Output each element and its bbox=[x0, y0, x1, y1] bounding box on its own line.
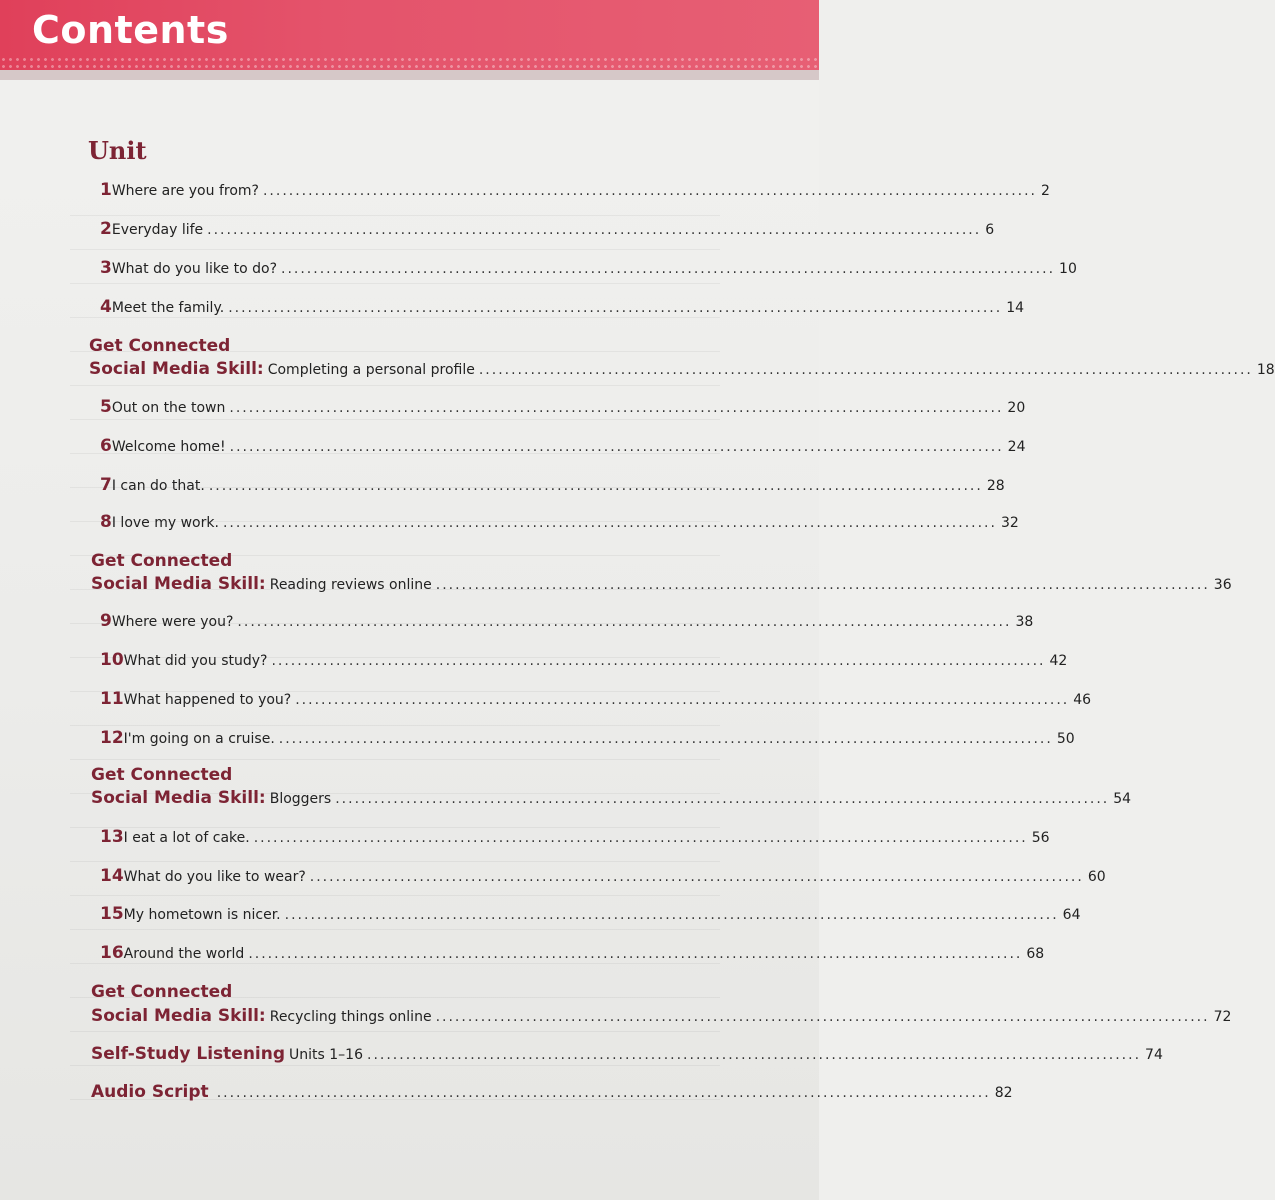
unit-title: Where are you from? bbox=[111, 183, 259, 199]
self-study-listening-label: Self-Study Listening bbox=[91, 1044, 286, 1064]
toc-entry-unit-2[interactable] bbox=[100, 219, 995, 243]
page-title: Contents bbox=[32, 8, 229, 52]
toc-entry-unit-11[interactable] bbox=[100, 689, 1092, 713]
contents-header-banner bbox=[0, 0, 819, 80]
unit-number: 9 bbox=[100, 611, 112, 631]
page-number: 68 bbox=[1026, 946, 1045, 962]
unit-title: What do you like to do? bbox=[111, 261, 277, 277]
unit-title: What happened to you? bbox=[123, 692, 292, 708]
unit-title: Out on the town bbox=[111, 400, 226, 416]
page-number: 14 bbox=[1006, 300, 1025, 316]
page-number: 6 bbox=[985, 222, 995, 238]
dot-leader: ........................................................................................................................ bbox=[237, 614, 1012, 630]
toc-entry-unit-4[interactable] bbox=[100, 297, 1025, 321]
page-number: 54 bbox=[1113, 791, 1132, 807]
toc-entry-unit-16[interactable] bbox=[100, 943, 1045, 967]
unit-number: 14 bbox=[100, 866, 124, 886]
dot-leader: ........................................................................................................................ bbox=[222, 515, 997, 531]
unit-number: 10 bbox=[100, 650, 124, 670]
toc-entry-social-media-skill-1[interactable] bbox=[89, 359, 1275, 383]
toc-entry-unit-10[interactable] bbox=[100, 650, 1068, 674]
page-number: 42 bbox=[1049, 653, 1068, 669]
toc-entry-unit-12[interactable] bbox=[100, 728, 1075, 752]
unit-number: 6 bbox=[100, 436, 112, 456]
page-number: 74 bbox=[1145, 1047, 1163, 1063]
toc-entry-social-media-skill-3[interactable] bbox=[91, 788, 1132, 812]
toc-entry-unit-7[interactable] bbox=[100, 475, 1005, 499]
page-number: 10 bbox=[1059, 261, 1077, 277]
page-number: 18 bbox=[1256, 362, 1275, 378]
section-title: Reading reviews online bbox=[269, 577, 432, 593]
toc-entry-audio-script[interactable] bbox=[91, 1082, 1013, 1106]
dot-leader: ........................................................................................................................ bbox=[262, 183, 1037, 199]
get-connected-heading: Get Connected bbox=[91, 551, 233, 571]
unit-title: Everyday life bbox=[111, 222, 204, 238]
unit-number: 5 bbox=[100, 397, 112, 417]
unit-title: My hometown is nicer. bbox=[123, 907, 281, 923]
dot-leader: ........................................................................................................................ bbox=[435, 577, 1210, 593]
social-media-skill-label: Social Media Skill: bbox=[91, 788, 266, 808]
header-dot-pattern bbox=[0, 56, 819, 72]
unit-number: 1 bbox=[100, 180, 112, 200]
toc-entry-unit-13[interactable] bbox=[100, 827, 1050, 851]
get-connected-heading: Get Connected bbox=[91, 982, 233, 1002]
get-connected-heading: Get Connected bbox=[91, 765, 233, 785]
section-title: Recycling things online bbox=[269, 1009, 432, 1025]
unit-title: Meet the family. bbox=[111, 300, 225, 316]
unit-title: What do you like to wear? bbox=[123, 869, 306, 885]
unit-number: 12 bbox=[100, 728, 124, 748]
unit-number: 2 bbox=[100, 219, 112, 239]
unit-heading: Unit bbox=[88, 136, 147, 165]
page-number: 60 bbox=[1087, 869, 1106, 885]
dot-leader: ........................................................................................................................ bbox=[309, 869, 1084, 885]
page-number: 28 bbox=[986, 478, 1005, 494]
unit-title: Where were you? bbox=[111, 614, 234, 630]
toc-entry-unit-9[interactable] bbox=[100, 611, 1034, 635]
unit-number: 4 bbox=[100, 297, 112, 317]
social-media-skill-label: Social Media Skill: bbox=[91, 574, 266, 594]
page-number: 38 bbox=[1015, 614, 1034, 630]
toc-entry-social-media-skill-2[interactable] bbox=[91, 574, 1232, 598]
toc-entry-unit-3[interactable] bbox=[100, 258, 1077, 282]
page-number: 56 bbox=[1031, 830, 1050, 846]
dot-leader: ........................................................................................................................ bbox=[281, 261, 1056, 277]
dot-leader: ........................................................................................................................ bbox=[271, 653, 1046, 669]
toc-entry-unit-1[interactable] bbox=[100, 180, 1050, 204]
page-number: 50 bbox=[1056, 731, 1075, 747]
unit-title: I can do that. bbox=[111, 478, 205, 494]
unit-title: Welcome home! bbox=[111, 439, 226, 455]
unit-number: 15 bbox=[100, 904, 124, 924]
dot-leader: ........................................................................................................................ bbox=[207, 222, 982, 238]
dot-leader: ........................................................................................................................ bbox=[367, 1047, 1142, 1063]
section-title: Units 1–16 bbox=[289, 1047, 363, 1063]
toc-entry-unit-5[interactable] bbox=[100, 397, 1026, 421]
page-number: 24 bbox=[1007, 439, 1026, 455]
unit-number: 7 bbox=[100, 475, 112, 495]
toc-entry-unit-15[interactable] bbox=[100, 904, 1081, 928]
page-number: 2 bbox=[1041, 183, 1050, 199]
dot-leader: ........................................................................................................................ bbox=[208, 478, 983, 494]
toc-entry-unit-14[interactable] bbox=[100, 866, 1106, 890]
page-number: 46 bbox=[1073, 692, 1092, 708]
page-number: 82 bbox=[994, 1085, 1013, 1101]
toc-entry-social-media-skill-4[interactable] bbox=[91, 1006, 1232, 1030]
section-title: Bloggers bbox=[269, 791, 332, 807]
dot-leader: ........................................................................................................................ bbox=[253, 830, 1028, 846]
unit-number: 3 bbox=[100, 258, 112, 278]
unit-title: Around the world bbox=[123, 946, 245, 962]
unit-title: What did you study? bbox=[123, 653, 268, 669]
dot-leader: ........................................................................................................................ bbox=[335, 791, 1110, 807]
unit-number: 8 bbox=[100, 512, 112, 532]
social-media-skill-label: Social Media Skill: bbox=[89, 359, 264, 379]
dot-leader: ........................................................................................................................ bbox=[278, 731, 1053, 747]
unit-number: 11 bbox=[100, 689, 124, 709]
toc-entry-unit-8[interactable] bbox=[100, 512, 1019, 536]
page-number: 32 bbox=[1000, 515, 1019, 531]
audio-script-label: Audio Script bbox=[91, 1082, 209, 1102]
unit-number: 16 bbox=[100, 943, 124, 963]
unit-number: 13 bbox=[100, 827, 124, 847]
page-number: 20 bbox=[1007, 400, 1026, 416]
unit-title: I'm going on a cruise. bbox=[123, 731, 275, 747]
dot-leader: ........................................................................................................................ bbox=[229, 439, 1004, 455]
social-media-skill-label: Social Media Skill: bbox=[91, 1006, 266, 1026]
toc-entry-self-study-listening[interactable] bbox=[91, 1044, 1163, 1068]
unit-title: I eat a lot of cake. bbox=[123, 830, 250, 846]
dot-leader: ........................................................................................................................ bbox=[284, 907, 1059, 923]
dot-leader: ........................................................................................................................ bbox=[216, 1085, 991, 1101]
get-connected-heading: Get Connected bbox=[89, 336, 231, 356]
page-number: 36 bbox=[1213, 577, 1232, 593]
section-title: Completing a personal profile bbox=[267, 362, 475, 378]
unit-title: I love my work. bbox=[111, 515, 219, 531]
dot-leader: ........................................................................................................................ bbox=[228, 300, 1003, 316]
dot-leader: ........................................................................................................................ bbox=[478, 362, 1253, 378]
toc-entry-unit-6[interactable] bbox=[100, 436, 1026, 460]
dot-leader: ........................................................................................................................ bbox=[229, 400, 1004, 416]
dot-leader: ........................................................................................................................ bbox=[295, 692, 1070, 708]
dot-leader: ........................................................................................................................ bbox=[248, 946, 1023, 962]
page-number: 72 bbox=[1213, 1009, 1232, 1025]
dot-leader: ........................................................................................................................ bbox=[435, 1009, 1210, 1025]
page-number: 64 bbox=[1062, 907, 1081, 923]
